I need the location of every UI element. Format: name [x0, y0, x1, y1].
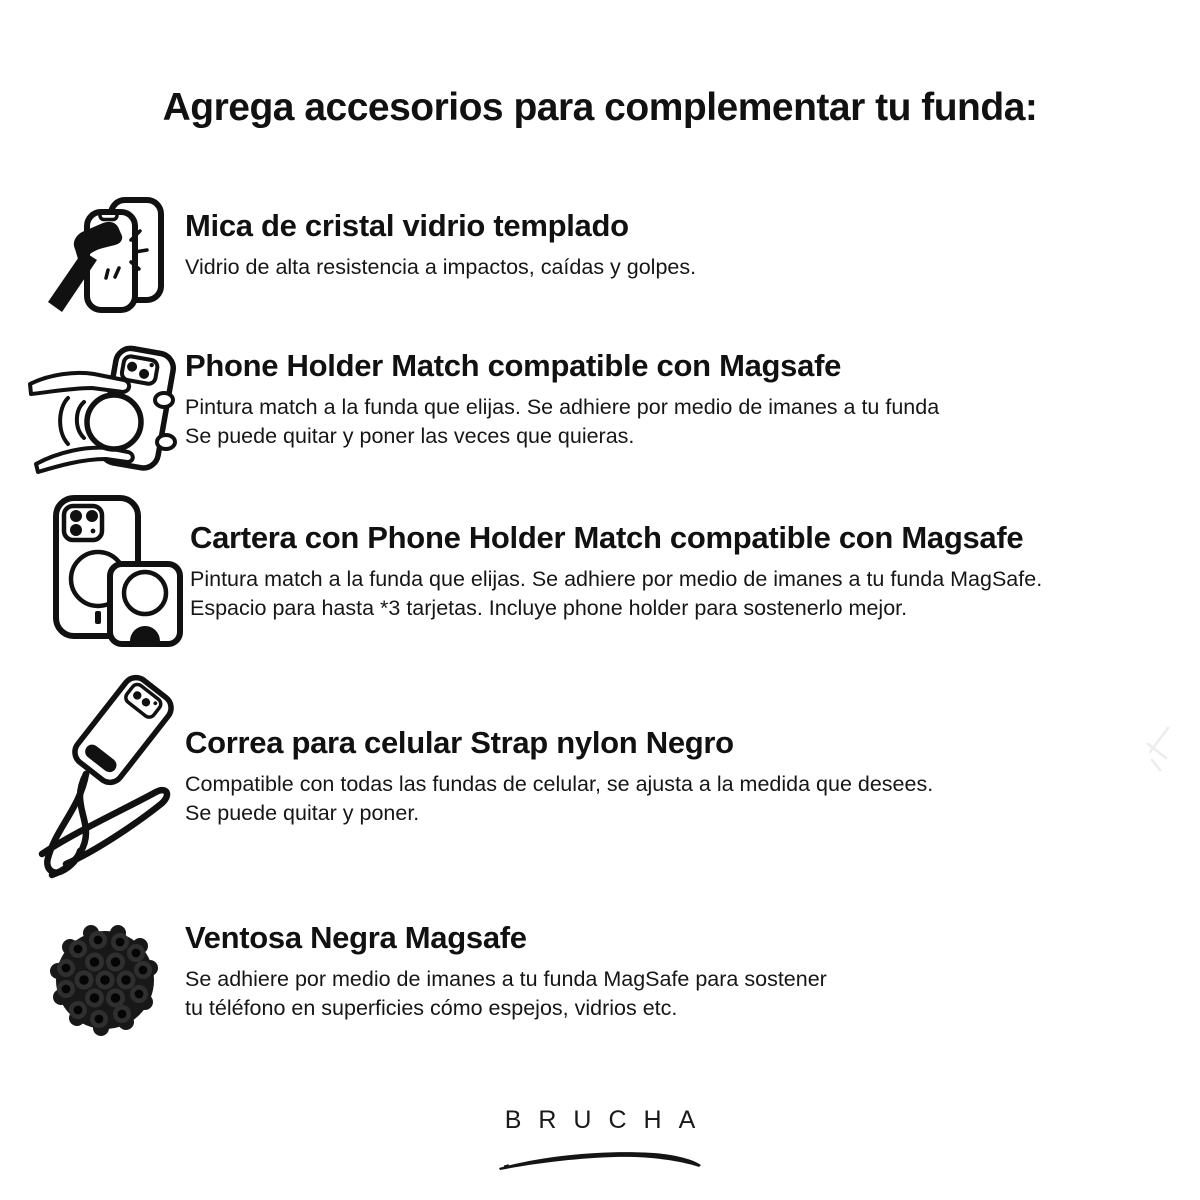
accessory-description-line: Se adhiere por medio de imanes a tu funda MagSafe para sostener: [185, 967, 827, 991]
accessory-description-line: Se puede quitar y poner.: [185, 801, 420, 825]
accessory-title: Ventosa Negra Magsafe: [185, 920, 527, 955]
accessory-item-phone-holder: [185, 348, 939, 451]
accessory-title: Correa para celular Strap nylon Negro: [185, 725, 734, 760]
accessory-description-line: tu téléfono en superficies cómo espejos, vidrios etc.: [185, 996, 678, 1020]
accessory-description-line: Espacio para hasta *3 tarjetas. Incluye phone holder para sostenerlo mejor.: [190, 596, 908, 620]
accessory-description-line: Pintura match a la funda que elijas. Se adhiere por medio de imanes a tu funda: [185, 395, 940, 419]
hand-phone-holder-icon: [28, 344, 180, 481]
accessory-item-tempered-glass: [185, 208, 696, 282]
brand-logo-text: BRUCHA: [504, 1106, 713, 1134]
accessory-title: Phone Holder Match compatible con Magsafe: [185, 348, 842, 383]
phone-strap-icon: [28, 668, 185, 885]
accessory-description-line: Se puede quitar y poner las veces que quieras.: [185, 424, 635, 448]
accessory-title: Cartera con Phone Holder Match compatible con Magsafe: [190, 520, 1024, 555]
brand-brush-stroke-icon: [496, 1146, 704, 1175]
accessory-description-line: Vidrio de alta resistencia a impactos, caídas y golpes.: [185, 255, 697, 279]
tempered-glass-hammer-icon: [44, 196, 170, 319]
wallet-magsafe-icon: [50, 494, 187, 655]
accessory-description-line: Pintura match a la funda que elijas. Se adhiere por medio de imanes a tu funda MagSafe.: [190, 567, 1043, 591]
accessory-item-suction-cup: [185, 920, 827, 1023]
faint-scribble-mark: [1138, 722, 1180, 779]
accessory-item-strap: [185, 725, 933, 828]
suction-cup-icon: [46, 920, 164, 1045]
accessory-description-line: Compatible con todas las fundas de celular, se ajusta a la medida que desees.: [185, 772, 934, 796]
accessory-item-wallet: [190, 520, 1042, 623]
accessory-title: Mica de cristal vidrio templado: [185, 208, 629, 243]
page-title: Agrega accesorios para complementar tu funda:: [162, 86, 1038, 129]
